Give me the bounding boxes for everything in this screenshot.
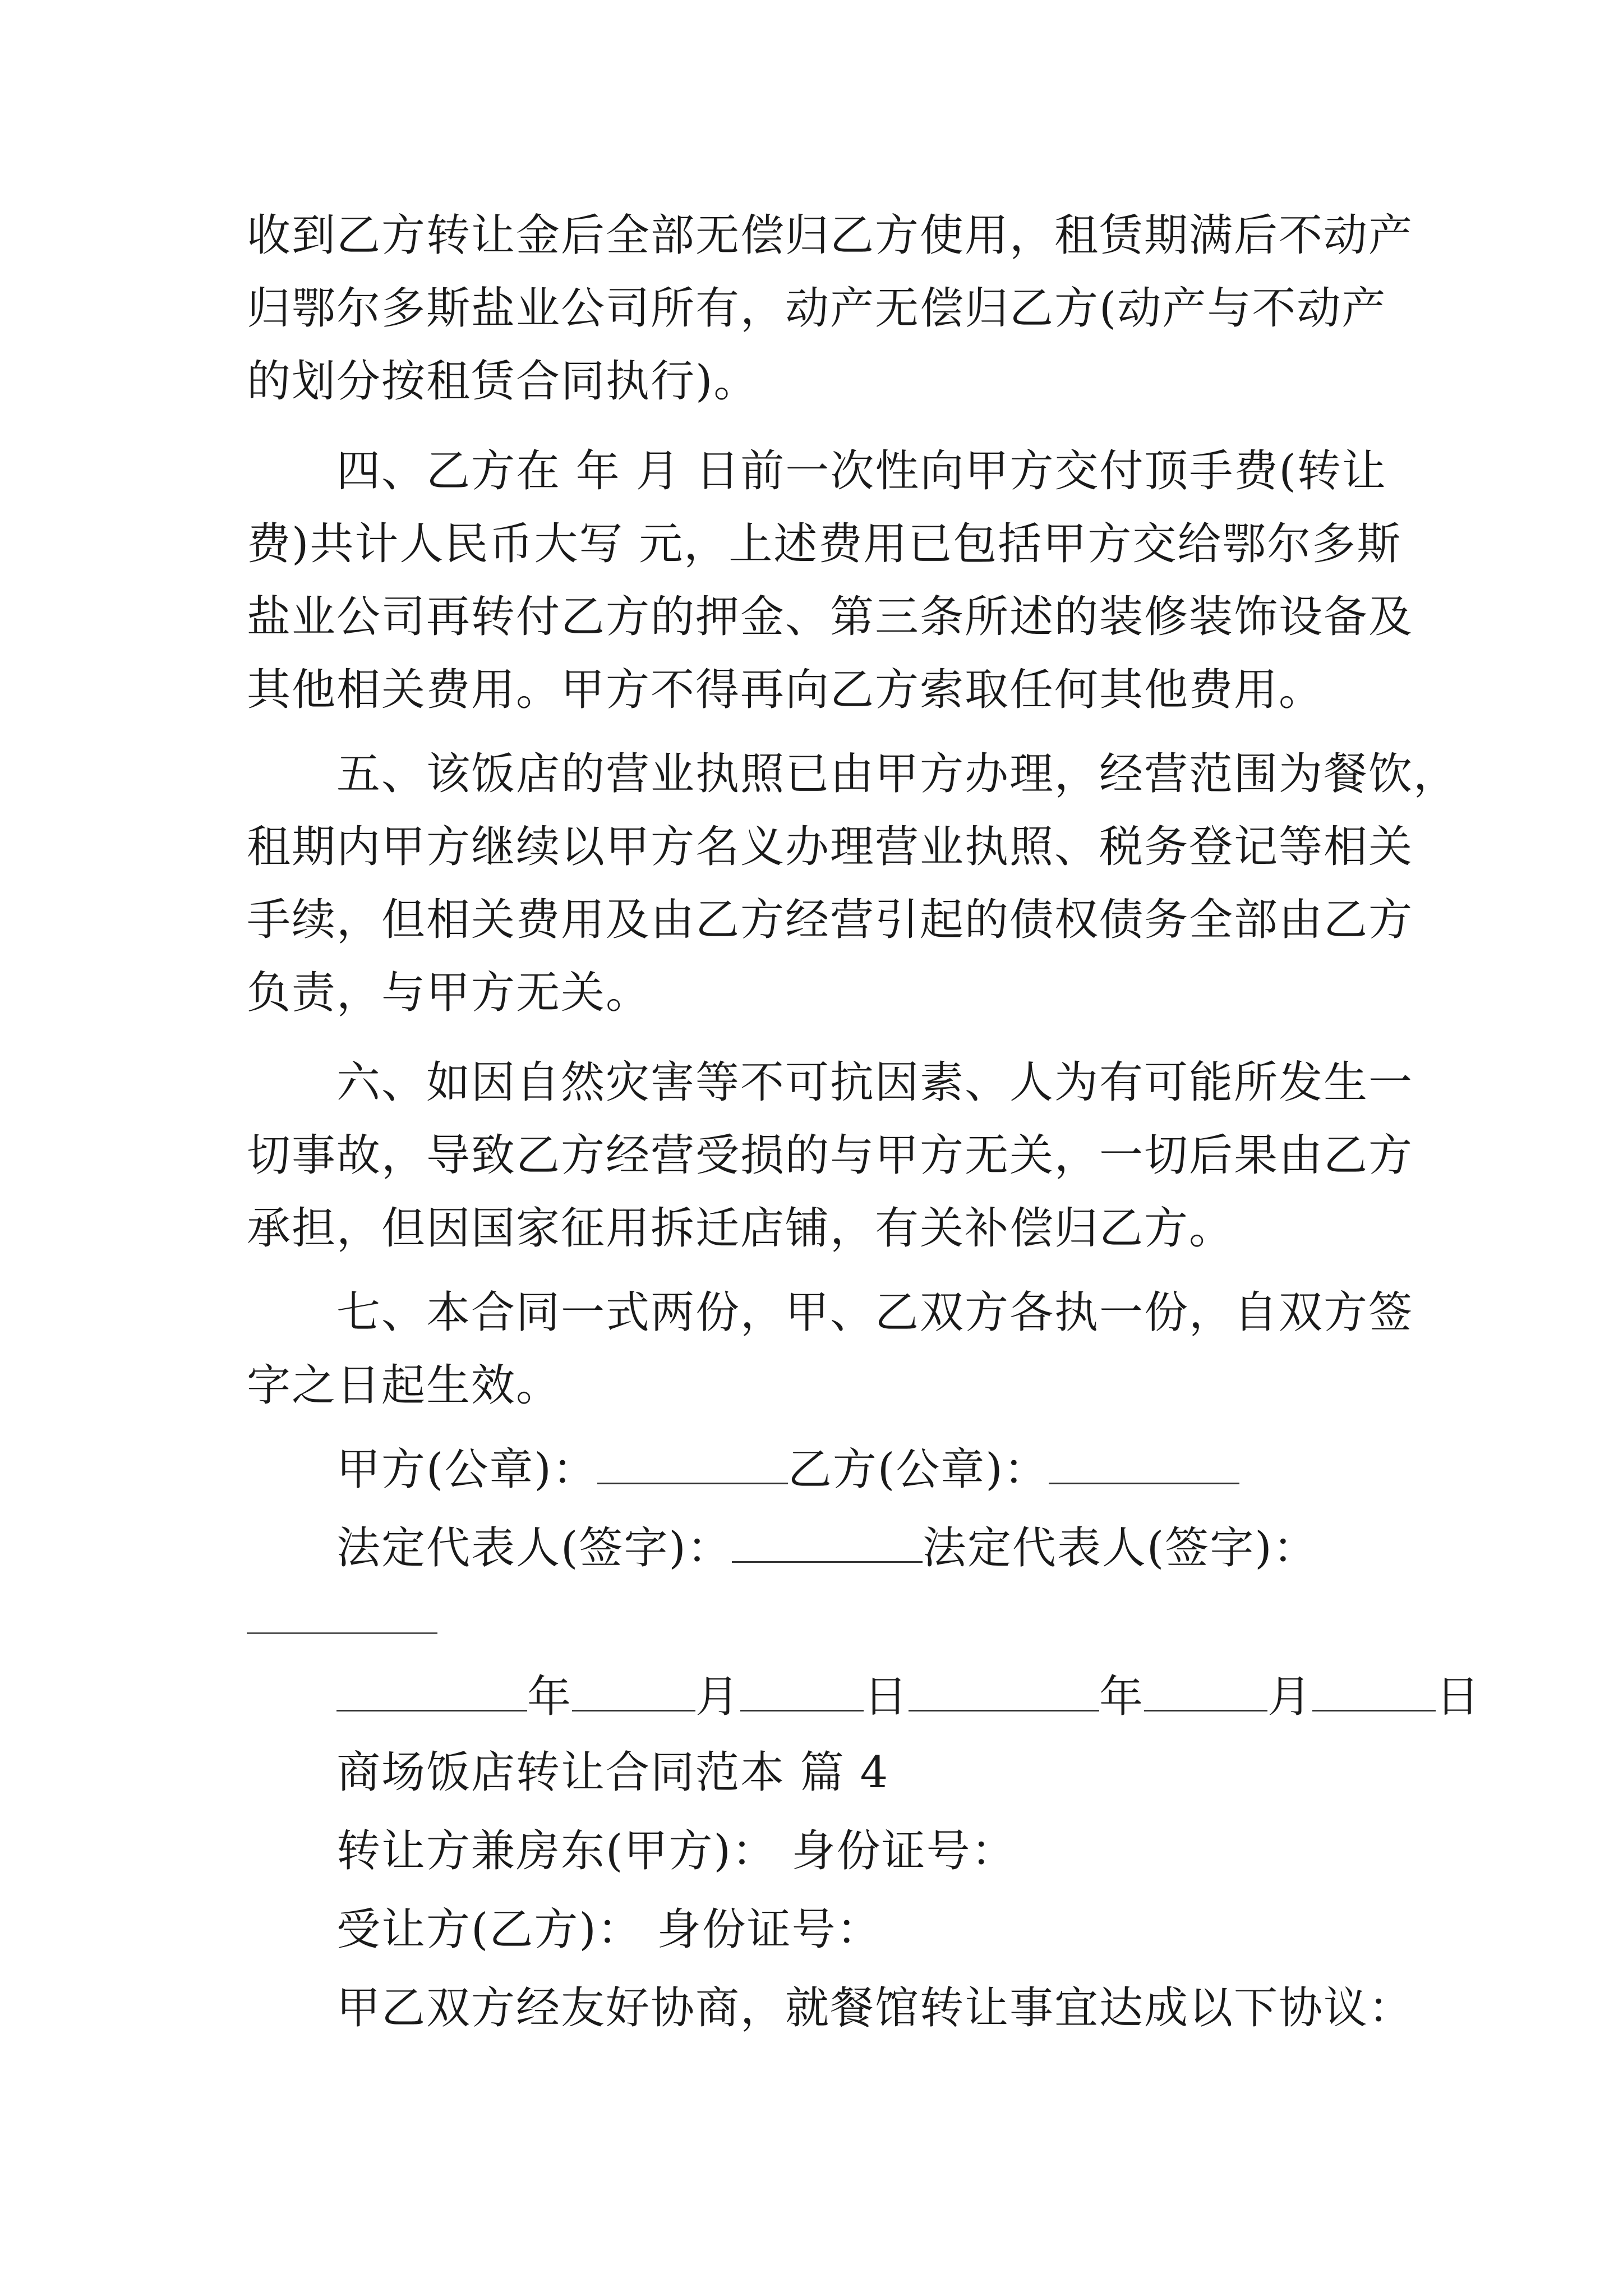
year-a-label: 年 xyxy=(527,1672,573,1722)
clause-4-line-1: 四、乙方在 年 月 日前一次性向甲方交付顶手费(转让 xyxy=(336,446,1387,496)
clause-6-line-3: 承担，但因国家征用拆迁店铺，有关补偿归乙方。 xyxy=(247,1203,1234,1254)
clause-4-line-3: 盐业公司再转付乙方的押金、第三条所述的装修装饰设备及 xyxy=(247,592,1414,642)
clause-5-line-1: 五、该饭店的营业执照已由甲方办理，经营范围为餐饮， xyxy=(336,749,1459,799)
transferor-line: 转让方兼房东(甲方)： 身份证号： xyxy=(336,1826,1016,1876)
rep-b-label: 法定代表人(签字)： xyxy=(922,1523,1318,1573)
clause-6-line-2: 切事故，导致乙方经营受损的与甲方无关，一切后果由乙方 xyxy=(247,1130,1414,1181)
clause-5-line-3: 手续，但相关费用及由乙方经营引起的债权债务全部由乙方 xyxy=(247,895,1414,945)
seal-line xyxy=(336,1442,1239,1498)
month-a-blank xyxy=(572,1705,695,1711)
month-b-blank xyxy=(1144,1705,1267,1711)
party-b-seal-blank xyxy=(1049,1478,1239,1484)
day-a-label: 日 xyxy=(864,1672,909,1722)
year-b-blank xyxy=(909,1705,1099,1711)
representative-line xyxy=(336,1520,1318,1576)
month-a-label: 月 xyxy=(695,1672,741,1722)
rep-a-label: 法定代表人(签字)： xyxy=(336,1523,732,1573)
year-b-label: 年 xyxy=(1099,1672,1145,1722)
day-b-blank xyxy=(1312,1705,1436,1711)
party-b-seal-label: 乙方(公章)： xyxy=(787,1444,1049,1495)
day-b-label: 日 xyxy=(1436,1672,1481,1722)
transferee-line: 受让方(乙方)： 身份证号： xyxy=(336,1904,882,1955)
month-b-label: 月 xyxy=(1267,1672,1313,1722)
rep-a-blank xyxy=(732,1557,923,1563)
clause-5-line-4: 负责，与甲方无关。 xyxy=(247,968,651,1018)
clause-5-line-2: 租期内甲方继续以甲方名义办理营业执照、税务登记等相关 xyxy=(247,822,1414,872)
body-line-2: 归鄂尔多斯盐业公司所有，动产无偿归乙方(动产与不动产 xyxy=(247,283,1387,334)
clause-7-line-1: 七、本合同一式两份，甲、乙双方各执一份，自双方签 xyxy=(336,1287,1414,1338)
clause-4-line-2: 费)共计人民币大写 元，上述费用已包括甲方交给鄂尔多斯 xyxy=(247,519,1402,569)
body-line-3: 的划分按租赁合同执行)。 xyxy=(247,356,759,407)
party-a-seal-label: 甲方(公章)： xyxy=(336,1444,597,1495)
section-4-title: 商场饭店转让合同范本 篇 4 xyxy=(336,1747,889,1798)
clause-6-line-1: 六、如因自然灾害等不可抗因素、人为有可能所发生一 xyxy=(336,1057,1414,1108)
year-a-blank xyxy=(336,1705,527,1711)
agreement-intro: 甲乙双方经友好协商，就餐馆转让事宜达成以下协议： xyxy=(336,1983,1414,2033)
party-a-seal-blank xyxy=(597,1478,788,1484)
body-line-1: 收到乙方转让金后全部无偿归乙方使用，租赁期满后不动产 xyxy=(247,210,1414,261)
rep-b-blank xyxy=(247,1632,437,1634)
clause-4-line-4: 其他相关费用。甲方不得再向乙方索取任何其他费用。 xyxy=(247,665,1324,715)
clause-7-line-2: 字之日起生效。 xyxy=(247,1360,561,1411)
day-a-blank xyxy=(740,1705,864,1711)
date-line xyxy=(336,1669,1481,1725)
